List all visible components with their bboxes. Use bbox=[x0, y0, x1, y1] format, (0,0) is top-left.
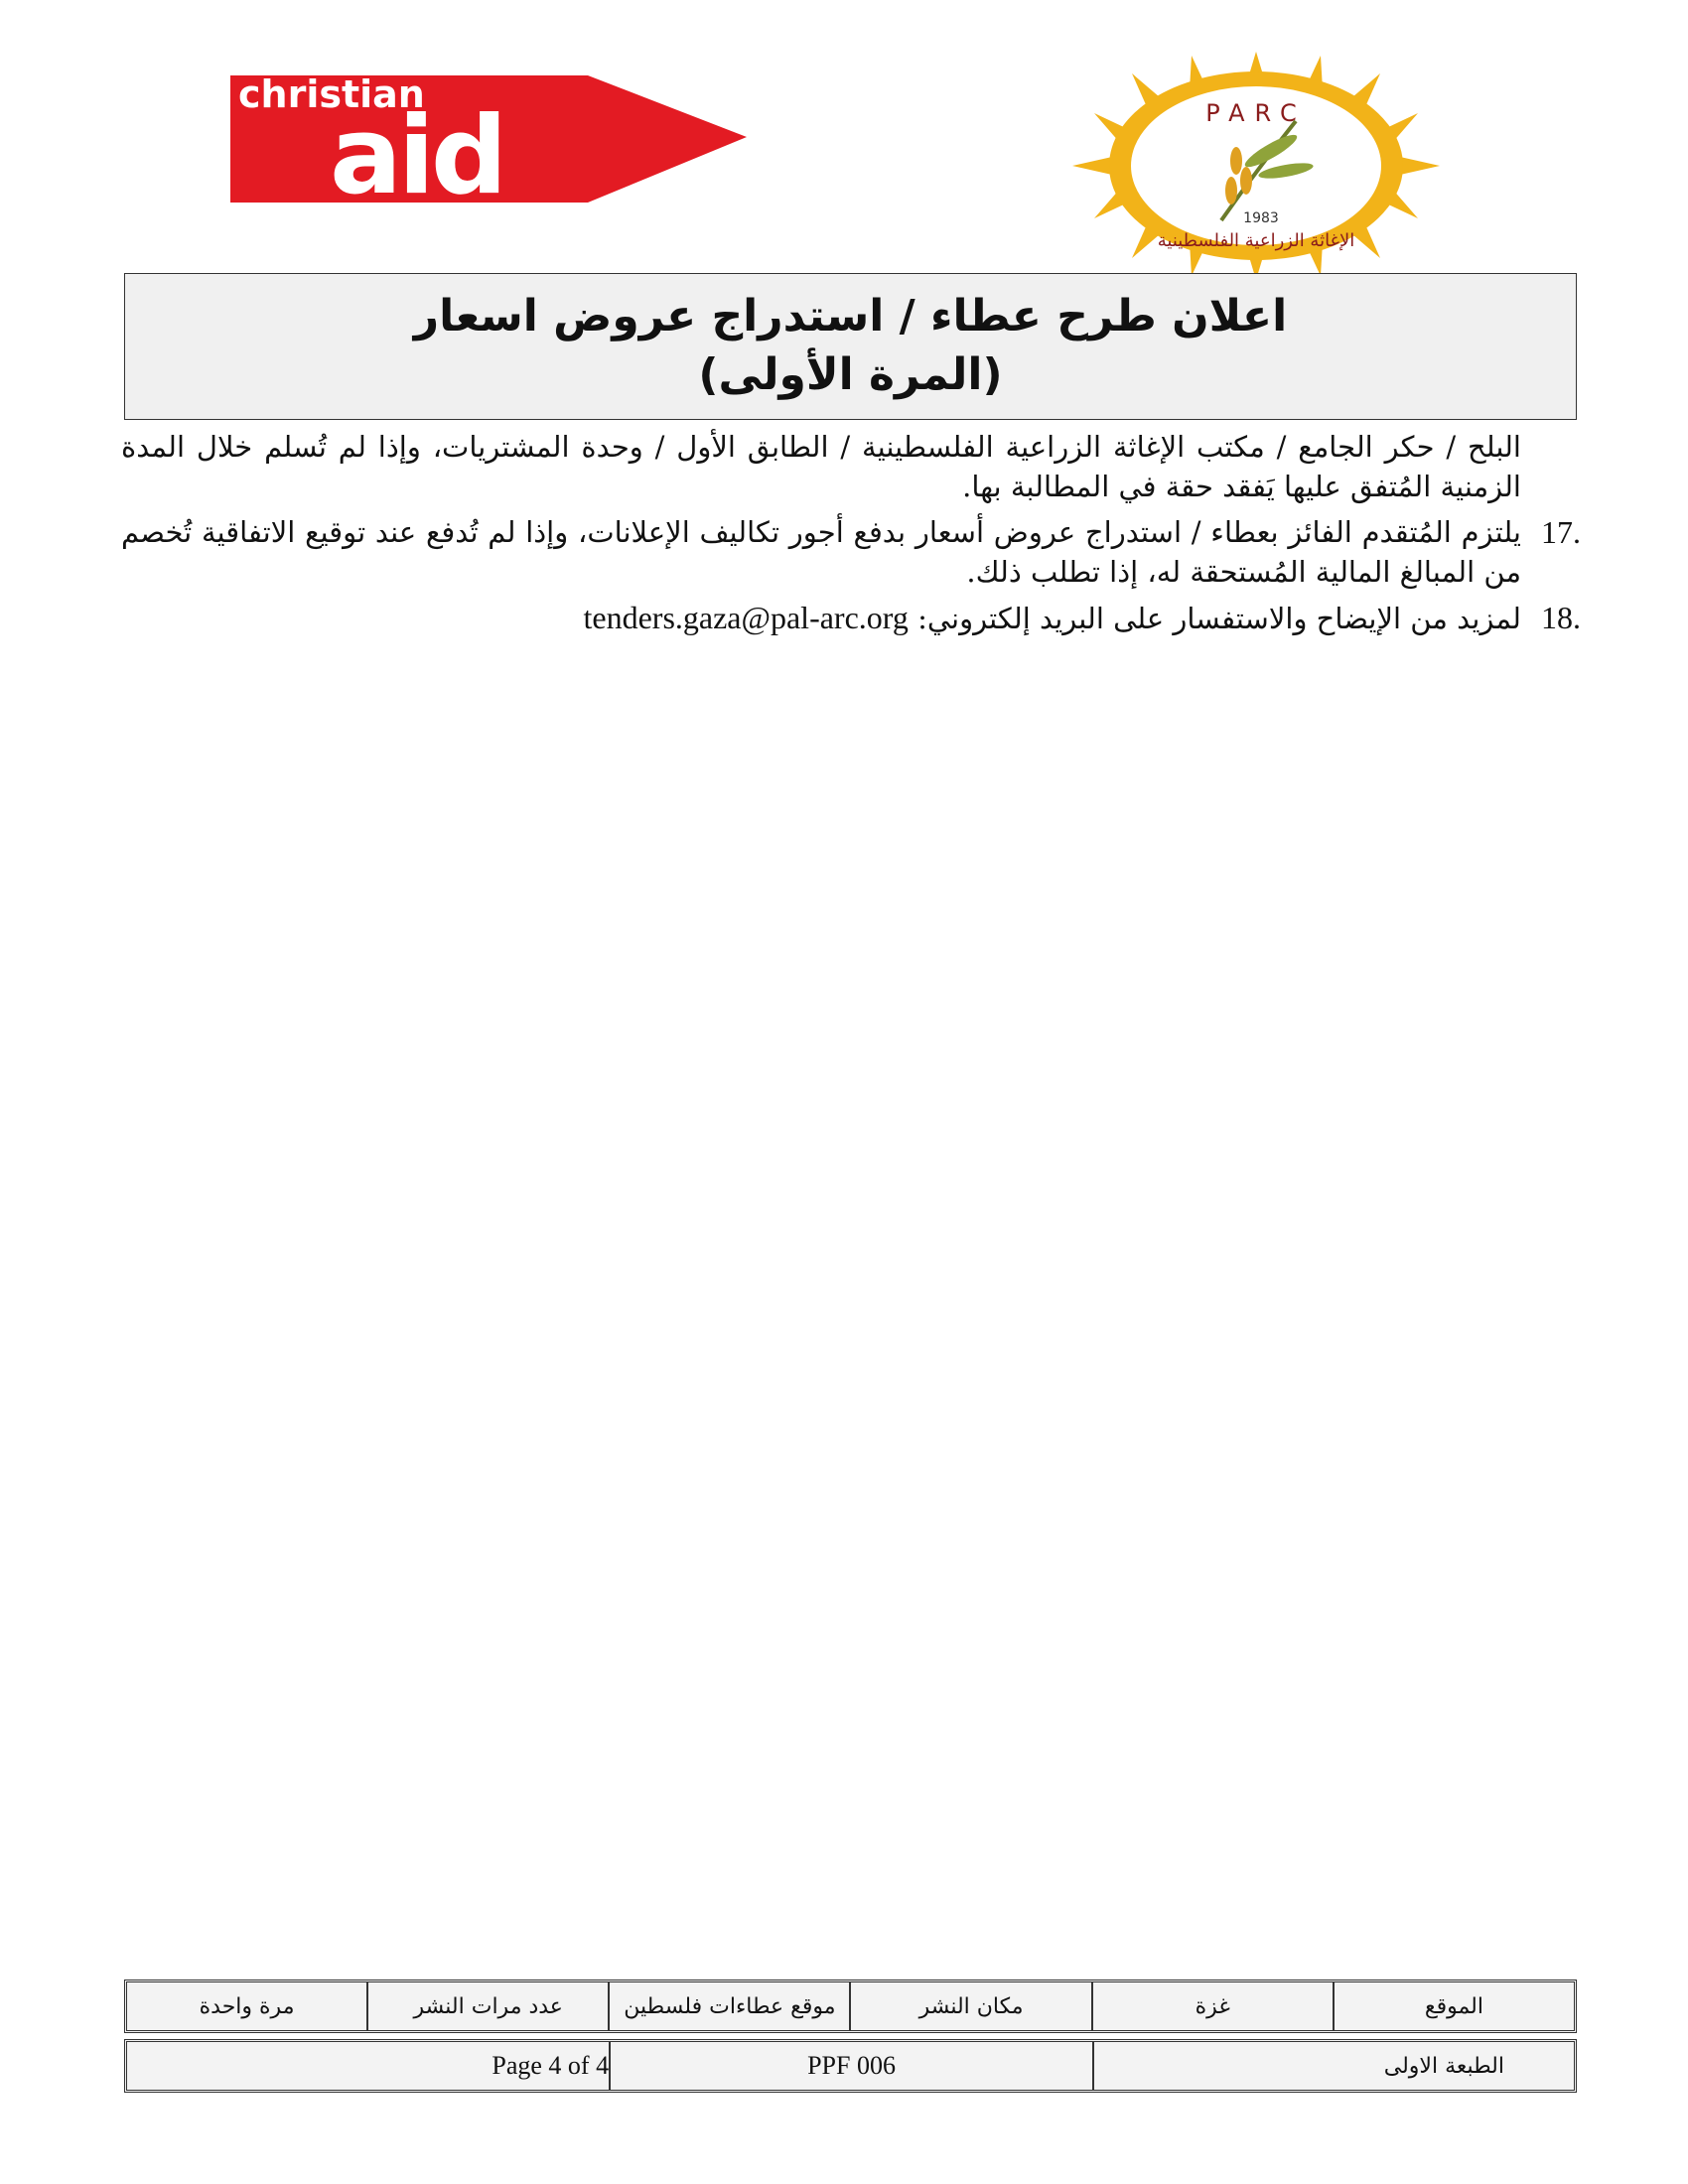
term-item-17 bbox=[121, 512, 1581, 592]
footer-page-number: Page 4 of 4 bbox=[492, 2051, 610, 2080]
contact-email-link[interactable]: tenders.gaza@pal-arc.org bbox=[583, 600, 909, 635]
page-subtitle: (المرة الأولى) bbox=[698, 349, 1003, 400]
footer-place-value: موقع عطاءات فلسطين bbox=[608, 1982, 849, 2030]
term-number: 18. bbox=[1541, 600, 1581, 635]
continued-term-text: البلح / حكر الجامع / مكتب الإغاثة الزراعية الفلسطينية / الطابق الأول / وحدة المشتريات، وإذا لم تُسلم خلال المدة الزمنية المُتفق عليها يَفقد حقة في المطالبة بها. bbox=[121, 430, 1521, 503]
footer-location-value: غزة bbox=[1091, 1982, 1333, 2030]
term-item-18 bbox=[121, 598, 1581, 638]
footer-publication-table bbox=[124, 1979, 1577, 2033]
term-text: يلتزم المُتقدم الفائز بعطاء / استدراج عروض أسعار بدفع أجور تكاليف الإعلانات، وإذا لم تُدفع عند توقيع الاتفاقية تُخصم من المبالغ المالية المُستحقة له، إذا تطلب ذلك. bbox=[121, 515, 1521, 589]
term-text: لمزيد من الإيضاح والاستفسار على البريد إلكتروني: bbox=[917, 602, 1521, 635]
footer-location-label: الموقع bbox=[1333, 1982, 1574, 2030]
parc-year: 1983 bbox=[1243, 210, 1279, 226]
terms-list bbox=[121, 427, 1581, 644]
footer-document-info-table bbox=[124, 2039, 1577, 2093]
footer-place-label: مكان النشر bbox=[849, 1982, 1090, 2030]
parc-logo bbox=[1072, 52, 1440, 280]
announcement-title-box bbox=[124, 273, 1577, 420]
footer-form-code: PPF 006 bbox=[609, 2042, 1092, 2090]
term-number: 17. bbox=[1541, 514, 1581, 550]
page-title: اعلان طرح عطاء / استدراج عروض اسعار bbox=[413, 291, 1288, 341]
christian-aid-logo-word-christian: christian bbox=[238, 72, 425, 116]
footer-count-label: عدد مرات النشر bbox=[366, 1982, 608, 2030]
parc-acronym: PARC bbox=[1205, 99, 1307, 127]
christian-aid-logo bbox=[230, 71, 747, 208]
christian-aid-logo-word-aid: aid bbox=[330, 94, 504, 208]
footer-count-value: مرة واحدة bbox=[199, 1993, 295, 2019]
parc-arabic-name: الإغاثة الزراعية الفلسطينية bbox=[1157, 230, 1355, 251]
footer-edition: الطبعة الاولى bbox=[1092, 2042, 1574, 2090]
